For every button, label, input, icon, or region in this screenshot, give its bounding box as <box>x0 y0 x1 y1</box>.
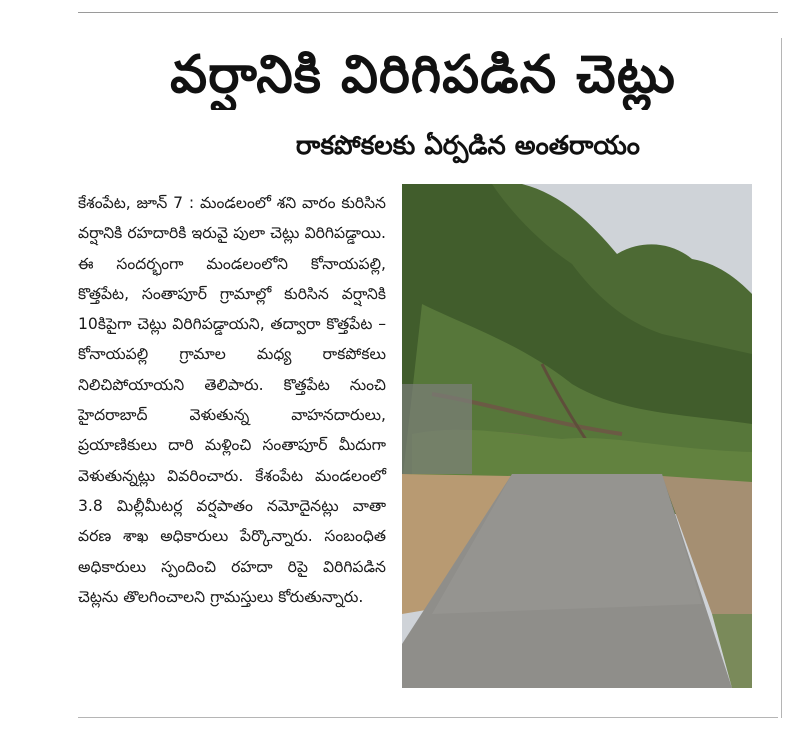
article-body: కేశంపేట, జూన్ 7 : మండలంలో శని వారం కురిసిన వర్షానికి రహదారికి ఇరువై పులా చెట్లు విరిగిపడ్డాయి. ఈ సందర్భంగా మండలంలోని కోనాయపల్లి, కొత్తపేట, సంతాపూర్ గ్రామాల్లో కురిసిన వర్షానికి 10కిపైగా చెట్లు విరిగిపడ్డాయని, తద్వారా కొత్తపేట – కోనాయపల్లి గ్రామాల మధ్య రాకపోకలు నిలిచిపోయాయని తెలిపారు. కొత్తపేట నుంచి హైదరాబాద్ వెళుతున్న వాహనదారులు, ప్రయాణికులు దారి మళ్లించి సంతాపూర్ మీదుగా వెళుతున్నట్లు వివరించారు. కేశంపేట మండలంలో 3.8 మిల్లీమీటర్ల వర్షపాతం నమోదైనట్లు వాతా వరణ శాఖ అధికారులు పేర్కొన్నారు. సంబంధిత అధికారులు స్పందించి రహదా రిపై విరిగిపడిన చెట్లను తొలగించాలని గ్రామస్తులు కోరుతున్నారు. <box>78 194 386 606</box>
bottom-rule <box>78 717 778 718</box>
subheadline <box>70 126 776 166</box>
fallen-trees-photo <box>402 184 752 688</box>
subheadline-text: రాకపోకలకు ఏర్పడిన అంతరాయం <box>295 131 640 161</box>
column-rule <box>781 38 782 718</box>
top-rule <box>78 12 778 13</box>
headline: వర్షానికి విరిగిపడిన చెట్లు <box>170 45 676 105</box>
news-photo <box>402 184 752 688</box>
